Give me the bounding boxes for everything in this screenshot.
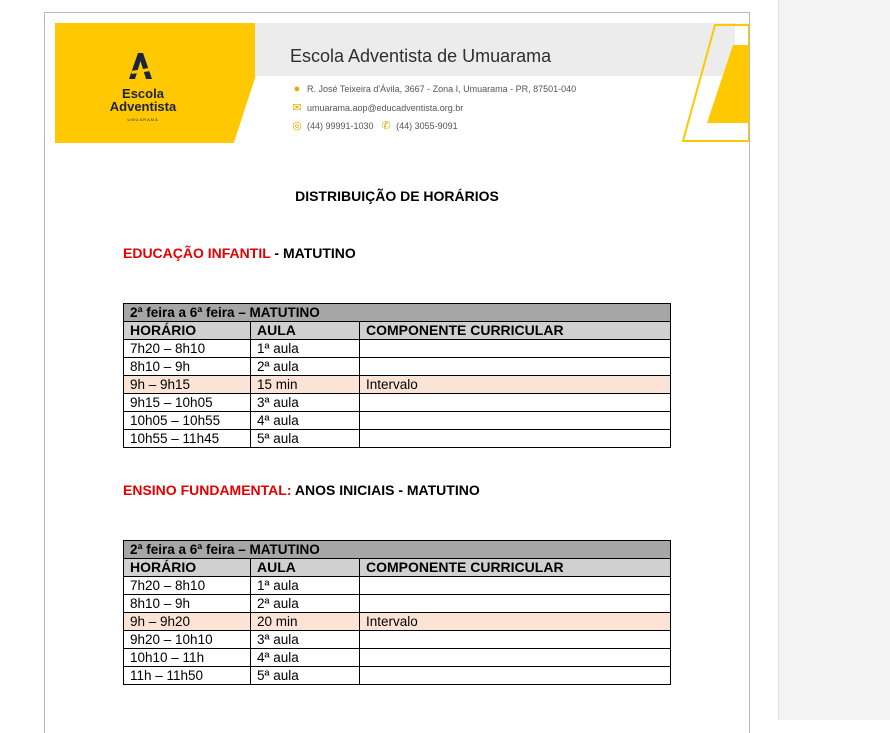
column-header: COMPONENTE CURRICULAR [360, 559, 671, 577]
table-row-break [124, 376, 671, 394]
table-cell: 4ª aula [251, 649, 360, 667]
table-cell: 9h – 9h15 [124, 376, 251, 394]
table-caption: 2ª feira a 6ª feira – MATUTINO [124, 541, 671, 559]
table-cell [360, 577, 671, 595]
table-row [124, 358, 671, 376]
table-cell: 9h15 – 10h05 [124, 394, 251, 412]
table-cell: 10h55 – 11h45 [124, 430, 251, 448]
table-row [124, 577, 671, 595]
school-logo-icon [125, 51, 155, 81]
email-line: ✉ umuarama.aop@educadventista.org.br [292, 102, 464, 114]
table-cell [360, 631, 671, 649]
column-header: AULA [251, 322, 360, 340]
phone-line: ◎ (44) 99991-1030 ✆ (44) 3055-9091 [292, 120, 458, 132]
table-cell: 7h20 – 8h10 [124, 577, 251, 595]
table-cell [360, 667, 671, 685]
table-cell: 3ª aula [251, 631, 360, 649]
table-cell: 10h05 – 10h55 [124, 412, 251, 430]
logo-text: Escola Adventista [109, 86, 177, 114]
table-cell [360, 412, 671, 430]
table-cell: 1ª aula [251, 577, 360, 595]
location-pin-icon: ● [293, 83, 301, 95]
table-row [124, 340, 671, 358]
table-cell: 9h – 9h20 [124, 613, 251, 631]
address-line: ● R. José Teixeira d'Ávila, 3667 - Zona I, Umuarama - PR, 87501-040 [291, 83, 576, 95]
column-header: COMPONENTE CURRICULAR [360, 322, 671, 340]
table-cell: 10h10 – 11h [124, 649, 251, 667]
table-cell: Intervalo [360, 613, 671, 631]
section-heading-infantil: EDUCAÇÃO INFANTIL - MATUTINO [123, 245, 356, 261]
table-cell: 4ª aula [251, 412, 360, 430]
table-cell [360, 595, 671, 613]
document-title: DISTRIBUIÇÃO DE HORÁRIOS [295, 188, 499, 204]
column-header: HORÁRIO [124, 322, 251, 340]
table-cell [360, 430, 671, 448]
table-cell: 5ª aula [251, 430, 360, 448]
document-page [44, 12, 750, 733]
column-header: AULA [251, 559, 360, 577]
table-caption: 2ª feira a 6ª feira – MATUTINO [124, 304, 671, 322]
table-cell [360, 649, 671, 667]
schedule-table-infantil [123, 303, 671, 448]
table-cell: 15 min [251, 376, 360, 394]
whatsapp-icon: ◎ [292, 120, 302, 132]
table-cell [360, 340, 671, 358]
table-row [124, 595, 671, 613]
table-cell: 2ª aula [251, 595, 360, 613]
table-row [124, 430, 671, 448]
table-row [124, 394, 671, 412]
table-row [124, 667, 671, 685]
table-row [124, 649, 671, 667]
table-row-break [124, 613, 671, 631]
table-row [124, 412, 671, 430]
logo-subtitle: UMUARAMA [127, 117, 159, 122]
side-panel [778, 0, 890, 720]
table-cell: 20 min [251, 613, 360, 631]
table-cell: 9h20 – 10h10 [124, 631, 251, 649]
header-brand-block [55, 23, 273, 143]
table-cell: 8h10 – 9h [124, 595, 251, 613]
table-cell: Intervalo [360, 376, 671, 394]
table-cell: 1ª aula [251, 340, 360, 358]
table-cell: 7h20 – 8h10 [124, 340, 251, 358]
table-cell: 11h – 11h50 [124, 667, 251, 685]
header-decoration [655, 23, 749, 143]
phone-icon: ✆ [381, 120, 391, 132]
table-cell [360, 358, 671, 376]
table-cell: 2ª aula [251, 358, 360, 376]
schedule-table-fundamental [123, 540, 671, 685]
column-header: HORÁRIO [124, 559, 251, 577]
mail-icon: ✉ [292, 102, 302, 114]
section-heading-fundamental: ENSINO FUNDAMENTAL: ANOS INICIAIS - MATUTINO [123, 482, 480, 498]
table-cell: 3ª aula [251, 394, 360, 412]
table-row [124, 631, 671, 649]
table-cell [360, 394, 671, 412]
table-cell: 8h10 – 9h [124, 358, 251, 376]
school-name: Escola Adventista de Umuarama [290, 46, 552, 66]
table-cell: 5ª aula [251, 667, 360, 685]
